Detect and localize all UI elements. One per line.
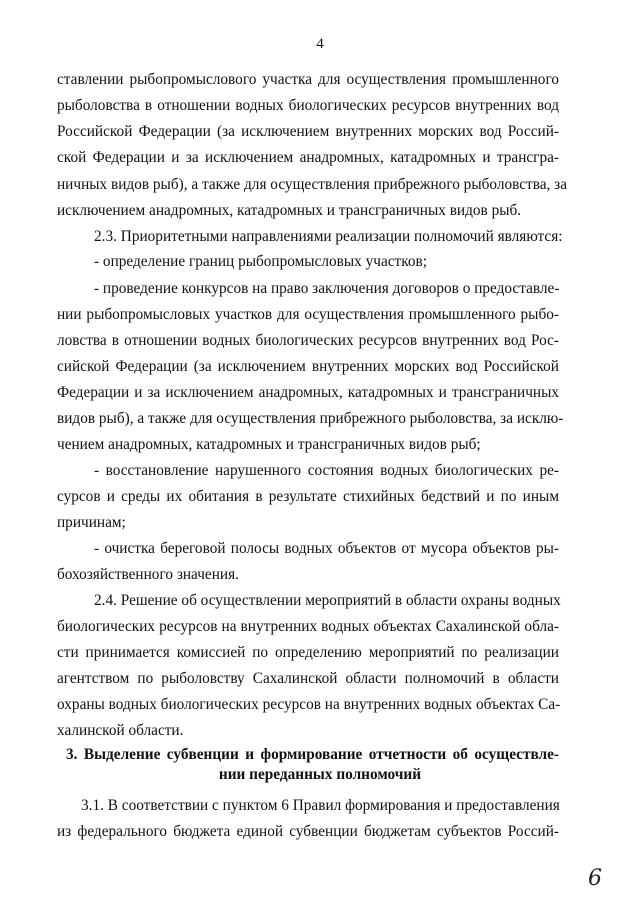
text-line: ской Федерации и за исключением анадромных, катадромных и трансгра- <box>57 149 559 166</box>
text-line: ничных видов рыб), а также для осуществления прибрежного рыболовства, за <box>57 176 568 193</box>
handwritten-page-mark: 6 <box>588 866 602 891</box>
text-line: рыболовства в отношении водных биологических ресурсов внутренних вод <box>57 97 559 114</box>
text-line: сти принимается комиссией по определению мероприятий по реализации <box>57 644 559 661</box>
text-line: бохозяйственного значения. <box>57 566 239 583</box>
section-heading-line: 3. Выделение субвенции и формирование отчетности об осуществле- <box>66 746 559 763</box>
text-line: агентством по рыболовству Сахалинской области полномочий в области <box>57 670 559 687</box>
text-line: видов рыб), а также для осуществления прибрежного рыболовства, за исклю- <box>57 410 564 427</box>
text-line: ставлении рыбопромыслового участка для осуществления промышленного <box>57 71 559 88</box>
text-line: из федерального бюджета единой субвенции бюджетам субъектов Россий- <box>57 823 559 840</box>
text-line: - проведение конкурсов на право заключения договоров о предоставле- <box>94 280 560 297</box>
text-line: причинам; <box>57 514 126 531</box>
text-line: 2.4. Решение об осуществлении мероприятий в области охраны водных <box>94 592 561 609</box>
text-line: чением анадромных, катадромных и трансграничных видов рыб; <box>57 436 481 453</box>
text-line: - восстановление нарушенного состояния водных биологических ре- <box>94 462 559 479</box>
text-line: - очистка береговой полосы водных объектов от мусора объектов ры- <box>94 540 559 557</box>
page-number: 4 <box>316 36 324 52</box>
text-line: Российской Федерации (за исключением внутренних морских вод Россий- <box>57 123 559 140</box>
text-line: 2.3. Приоритетными направлениями реализации полномочий являются: <box>94 228 563 245</box>
text-line: охраны водных биологических ресурсов на внутренних водных объектах Са- <box>57 696 561 713</box>
text-line: нии рыбопромысловых участков для осуществления промышленного рыбо- <box>57 306 559 323</box>
text-line: Федерации и за исключением анадромных, катадромных и трансграничных <box>57 384 559 401</box>
text-line: сурсов и среды их обитания в результате стихийных бедствий и по иным <box>57 488 559 505</box>
text-line: 3.1. В соответствии с пунктом 6 Правил формирования и предоставления <box>81 797 560 814</box>
text-line: - определение границ рыбопромысловых участков; <box>94 253 427 270</box>
text-line: халинской области. <box>57 722 184 739</box>
text-line: ловства в отношении водных биологических ресурсов внутренних вод Рос- <box>57 332 559 349</box>
section-heading-line: нии переданных полномочий <box>218 766 422 783</box>
text-line: биологических ресурсов на внутренних водных объектах Сахалинской обла- <box>57 618 559 635</box>
text-line: исключением анадромных, катадромных и трансграничных видов рыб. <box>57 202 522 219</box>
text-line: сийской Федерации (за исключением внутренних морских вод Российской <box>57 358 559 375</box>
